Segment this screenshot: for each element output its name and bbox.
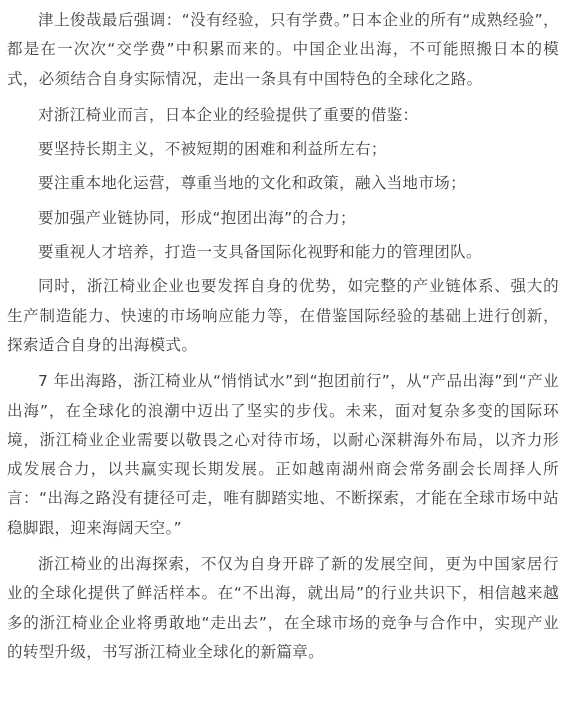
list-item: 要坚持长期主义，不被短期的困难和利益所左右；: [38, 140, 387, 159]
paragraph: 7 年出海路，浙江椅业从“悄悄试水”到“抱团前行”，从“产品出海”到“产业出海”，在全球化的浪潮中迈出了坚实的步伐。未来，面对复杂多变的国际环境，浙江椅业企业需要以敬畏之心对待市场，以耐心深耕海外布局，以齐力形成发展合力，以共赢实现长期发展。正如越南湖州商会常务副会长周择人所言：“出海之路没有捷径可走，唯有脚踏实地、不断探索，才能在全球市场中站稳脚跟，迎来海阔天空。”: [7, 372, 559, 537]
paragraph: 对浙江椅业而言，日本企业的经验提供了重要的借鉴：: [38, 105, 419, 124]
list-item: 要加强产业链协同，形成“抱团出海”的合力；: [38, 208, 356, 227]
article-body: [7, 6, 559, 667]
list-item: 要注重本地化运营，尊重当地的文化和政策，融入当地市场；: [38, 174, 466, 193]
paragraph: 津上俊哉最后强调：“没有经验，只有学费。”日本企业的所有“成熟经验”，都是在一次次“交学费”中积累而来的。中国企业出海，不可能照搬日本的模式，必须结合自身实际情况，走出一条具有中国特色的全球化之路。: [7, 11, 559, 88]
paragraph: 同时，浙江椅业企业也要发挥自身的优势，如完整的产业链体系、强大的生产制造能力、快速的市场响应能力等，在借鉴国际经验的基础上进行创新，探索适合自身的出海模式。: [7, 277, 559, 354]
paragraph: 浙江椅业的出海探索，不仅为自身开辟了新的发展空间，更为中国家居行业的全球化提供了鲜活样本。在“不出海，就出局”的行业共识下，相信越来越多的浙江椅业企业将勇敢地“走出去”，在全球市场的竞争与合作中，实现产业的转型升级，书写浙江椅业全球化的新篇章。: [7, 555, 559, 661]
list-item: 要重视人才培养，打造一支具备国际化视野和能力的管理团队。: [38, 243, 482, 262]
